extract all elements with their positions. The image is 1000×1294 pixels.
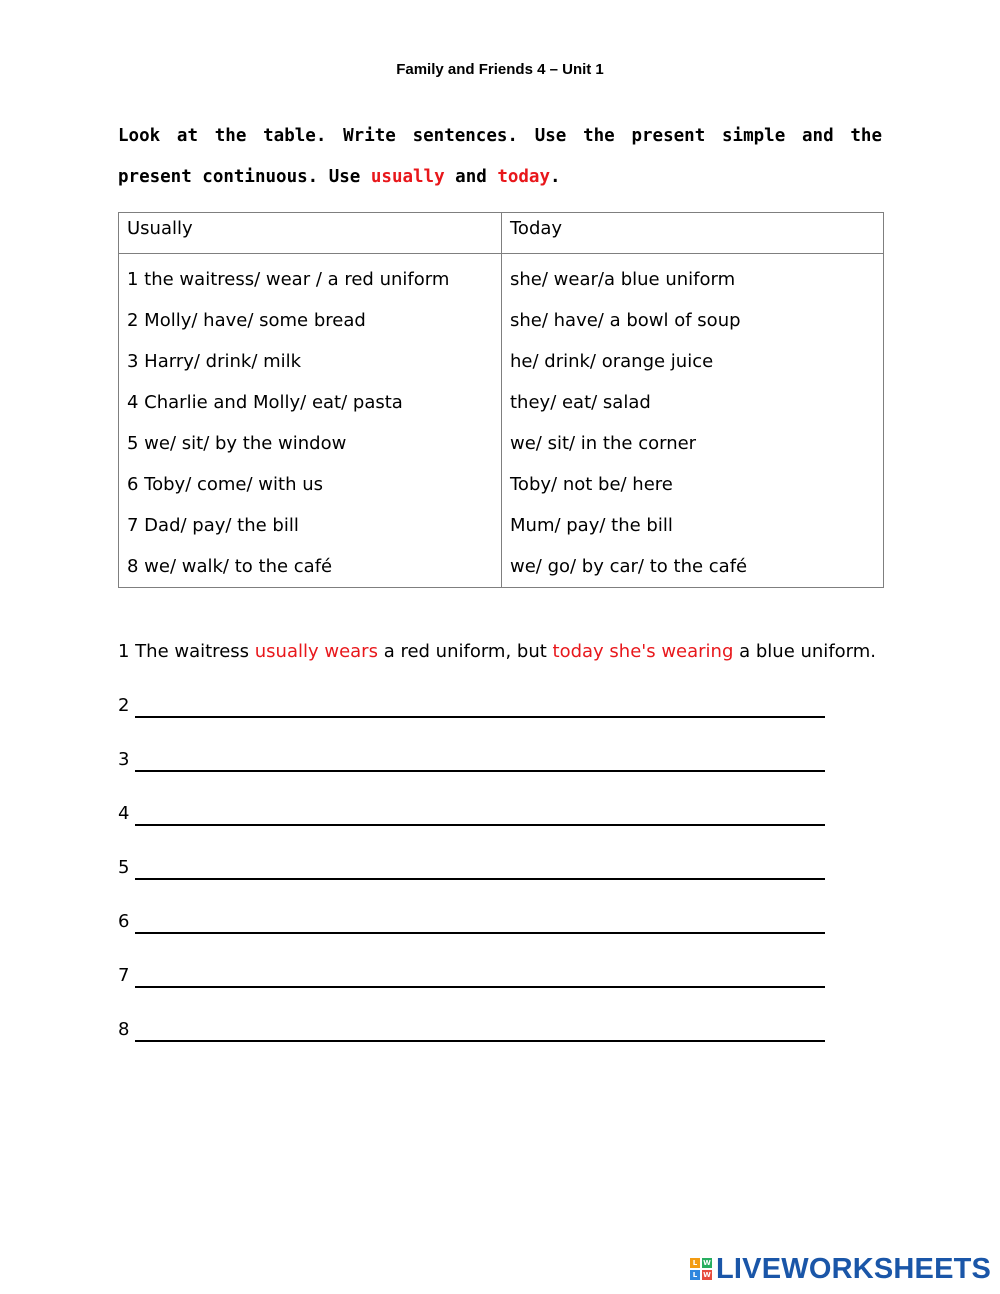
instructions-text: Look at the table. Write sentences. Use the present simple and the present continuous. Use (118, 126, 882, 187)
usually-prompt: 7 Dad/ pay/ the bill (127, 515, 299, 536)
today-prompt: we/ sit/ in the corner (510, 433, 697, 454)
column-header-usually: Usually (119, 213, 502, 254)
answer-line-4 (118, 800, 825, 854)
logo-tile: L (690, 1270, 700, 1280)
answer-number: 3 (118, 749, 130, 770)
answer-line-2 (118, 692, 825, 746)
answer-number: 6 (118, 911, 130, 932)
answer-input-7[interactable] (135, 962, 825, 988)
logo-tile: W (703, 1271, 711, 1279)
usually-prompt: 6 Toby/ come/ with us (127, 474, 323, 495)
table-header-row (119, 213, 884, 254)
prompt-table (118, 212, 884, 588)
today-prompt: Toby/ not be/ here (510, 474, 673, 495)
keyword-usually: usually (370, 167, 445, 187)
answer-number: 2 (118, 695, 130, 716)
usually-prompt: 1 the waitress/ wear / a red uniform (127, 269, 450, 290)
page-title: Family and Friends 4 – Unit 1 (396, 61, 604, 78)
today-prompt: she/ wear/a blue uniform (510, 269, 736, 290)
answer-number: 4 (118, 803, 130, 824)
answer-input-6[interactable] (135, 908, 825, 934)
example-highlight: today she's wearing (552, 641, 734, 662)
usually-prompt: 2 Molly/ have/ some bread (127, 310, 366, 331)
instructions-and: and (444, 167, 498, 187)
example-text: a red uniform, but (377, 641, 553, 662)
example-sentence (118, 641, 876, 662)
answer-input-2[interactable] (135, 692, 825, 718)
answer-line-7 (118, 962, 825, 1016)
answer-line-6 (118, 908, 825, 962)
logo-mark-icon (690, 1258, 712, 1280)
usually-prompt: 4 Charlie and Molly/ eat/ pasta (127, 392, 403, 413)
usually-prompt: 5 we/ sit/ by the window (127, 433, 347, 454)
answer-input-8[interactable] (135, 1016, 825, 1042)
usually-prompt: 8 we/ walk/ to the café (127, 556, 333, 577)
keyword-today: today (497, 167, 551, 187)
instructions (118, 116, 882, 198)
answer-number: 5 (118, 857, 130, 878)
example-text: 1 The waitress (118, 641, 255, 662)
answer-number: 8 (118, 1019, 130, 1040)
answer-input-4[interactable] (135, 800, 825, 826)
answer-line-8 (118, 1016, 825, 1070)
usually-prompt: 3 Harry/ drink/ milk (127, 351, 302, 372)
today-prompt: we/ go/ by car/ to the café (510, 556, 748, 577)
instructions-period: . (550, 167, 561, 187)
answer-line-5 (118, 854, 825, 908)
answer-lines (118, 692, 825, 1070)
liveworksheets-logo (690, 1253, 991, 1285)
column-header-today: Today (502, 213, 884, 254)
answer-input-5[interactable] (135, 854, 825, 880)
today-prompt: they/ eat/ salad (510, 392, 651, 413)
today-prompt: he/ drink/ orange juice (510, 351, 714, 372)
answer-line-3 (118, 746, 825, 800)
today-prompt: she/ have/ a bowl of soup (510, 310, 741, 331)
example-highlight: usually wears (254, 641, 378, 662)
logo-text: LIVEWORKSHEETS (716, 1253, 992, 1285)
answer-number: 7 (118, 965, 130, 986)
usually-column (119, 254, 502, 588)
logo-tile: L (690, 1258, 700, 1268)
logo-tile: W (703, 1259, 711, 1267)
table-body-row (119, 254, 884, 588)
today-prompt: Mum/ pay/ the bill (510, 515, 673, 536)
today-column (502, 254, 884, 588)
answer-input-3[interactable] (135, 746, 825, 772)
example-text: a blue uniform. (733, 641, 877, 662)
